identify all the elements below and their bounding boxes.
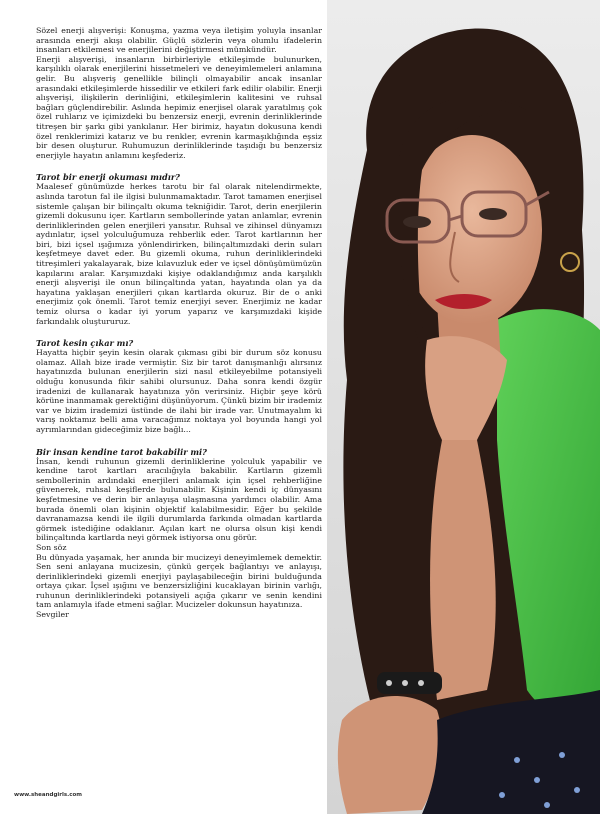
- section-heading: Tarot kesin çıkar mı?: [36, 338, 134, 349]
- section-heading: Tarot bir enerji okuması mıdır?: [36, 172, 180, 183]
- portrait-illustration: [327, 0, 600, 814]
- paragraph: Bu dünyada yaşamak, her anında bir mucizeyi deneyimlemek demektir. Sen seni anlayana mucizesin, çünkü gerçek bağlantıyı ve anlayışı, derinliklerindeki gizemli enerjiyi paylaşabileceğin birini bulduğunda ortaya çıkar. İçsel ışığını ve benzersizliğini kucaklayan birinin varlığı, ruhunun derinliklerindeki potansiyeli açığa çıkarır ve senin kendini tam anlamıyla ifade etmeni sağlar. Mucizeler dokunsun hayatınıza.: [36, 552, 322, 610]
- section-heading: Bir insan kendine tarot bakabilir mi?: [36, 446, 207, 457]
- paragraph: Enerji alışverişi, insanların birbirleriyle etkileşimde bulunurken, karşılıklı olarak enerjilerini hissetmeleri ve deneyimlemeleri anlamına gelir. Bu alışveriş genellikle bilinçli olmayabilir ancak insanlar arasındaki etkileşimlerde hissedilir ve etkileri fark edilir olabilir. Enerji alışverişi, ilişkilerin derinliğini, etkileşimlerin kalitesini ve ruhsal bağları güçlendirebilir. Aslında hepimiz enerjisel olarak yaratılmış çok özel ruhlarız ve içimizdeki bu benzersiz enerji, evrenin derinliklerinde titreşen bir şarkı gibi yankılanır. Her birimiz, hayatın dokusuna kendi özel renklerimizi katarız ve bu renkler, evrenin karmaşıklığında eşsiz bir desen oluşturur. Ruhumuzun derinliklerinde taşıdığı bu benzersiz enerjiyle hayatın anlamını keşfederiz.: [36, 54, 322, 160]
- paragraph: Sözel enerji alışverişi: Konuşma, yazma veya iletişim yoluyla insanlar arasında enerji akışı olabilir. Güçlü sözlerin veya olumlu ifadelerin insanları etkilemesi ve enerjilerini değiştirmesi mümkündür.: [36, 26, 322, 55]
- footer-url: www.sheandgirls.com: [14, 792, 83, 798]
- portrait-photo: [327, 0, 600, 814]
- paragraph: Maalesef günümüzde herkes tarotu bir fal olarak nitelendirmekte, aslında tarotun fal ile ilgisi bulunmamaktadır. Tarot tamamen enerjisel sistemle çalışan bir bilinçaltı okuma tekniğidir. Tarot, derin enerjilerin gizemli dokusunu içer. Kartların sembollerinde yatan anlamlar, evrenin derinliklerinden gelen enerjileri yansıtır. Ruhsal ve zihinsel dünyamızı aydınlatır, içsel yolculuğumuza rehberlik eder. Tarot kartlarının her biri, bizi içsel ışığımıza yönlendirirken, bilinçaltımızdaki derin suları keşfetmeye davet eder. Bu gizemli okuma, ruhun derinliklerindeki titreşimleri yakalayarak, bize kılavuzluk eder ve içsel dönüşümümüzün kapılarını aralar. Karşımızdaki kişiye odaklandığımız anda karşılıklı enerji alışverişi ile onun bilinçaltında yatan, hayatında olan ya da hayatına yaklaşan enerjileri çıkan kartlarda okuruz. Bir de o anki enerjimiz çok önemli. Tarot temiz enerjiyi sever. Enerjimiz ne kadar temiz olursa o kadar iyi yorum yaparız ve karşımızdaki kişide farkındalık oluştururuz.: [36, 182, 322, 326]
- paragraph: Son söz: [36, 542, 67, 552]
- article-column: [36, 26, 322, 620]
- paragraph: Sevgiler: [36, 610, 69, 620]
- paragraph: Hayatta hiçbir şeyin kesin olarak çıkması gibi bir durum söz konusu olamaz. Allah bize irade vermiştir. Siz bir tarot danışmanlığı alırsınız hayatınızda bulunan enerjilerin sizi nasıl etkileyebilme potansiyeli olduğu konusunda fikir sahibi olursunuz. Daha sonra kendi özgür iradenizi de kullanarak hayatınıza yön verirsiniz. Hiçbir şeye körü körüne inanmamak gerektiğini düşünüyorum. Çünkü bizim bir irademiz var ve bizim irademizi üstünde de ilahi bir irade var. Unutmayalım ki varış noktamız belli ama varacağımız noktaya yol boyunda hangi yol ayrımlarından gideceğimiz bize bağlı...: [36, 348, 322, 434]
- paragraph: İnsan, kendi ruhunun gizemli derinliklerine yolculuk yapabilir ve kendine tarot kartları aracılığıyla bakabilir. Kartların gizemli sembollerinin ardındaki enerjileri anlamak için içsel rehberliğine güvenerek, ruhsal keşiflerde bulunabilir. Kişinin kendi iç dünyasını keşfetmesine ve derin bir anlayışa ulaşmasına yardımcı olabilir. Ama burada önemli olan kişinin objektif kalabilmesidir. Eğer bu şekilde davranamazsa kendi ile ilgili durumlarda farkında olmadan kartlarda görmek istediğine odaklanır. Açılan kart ne olursa olsun kişi kendi bilinçaltında kartlarda neyi görmek istiyorsa onu görür.: [36, 456, 322, 543]
